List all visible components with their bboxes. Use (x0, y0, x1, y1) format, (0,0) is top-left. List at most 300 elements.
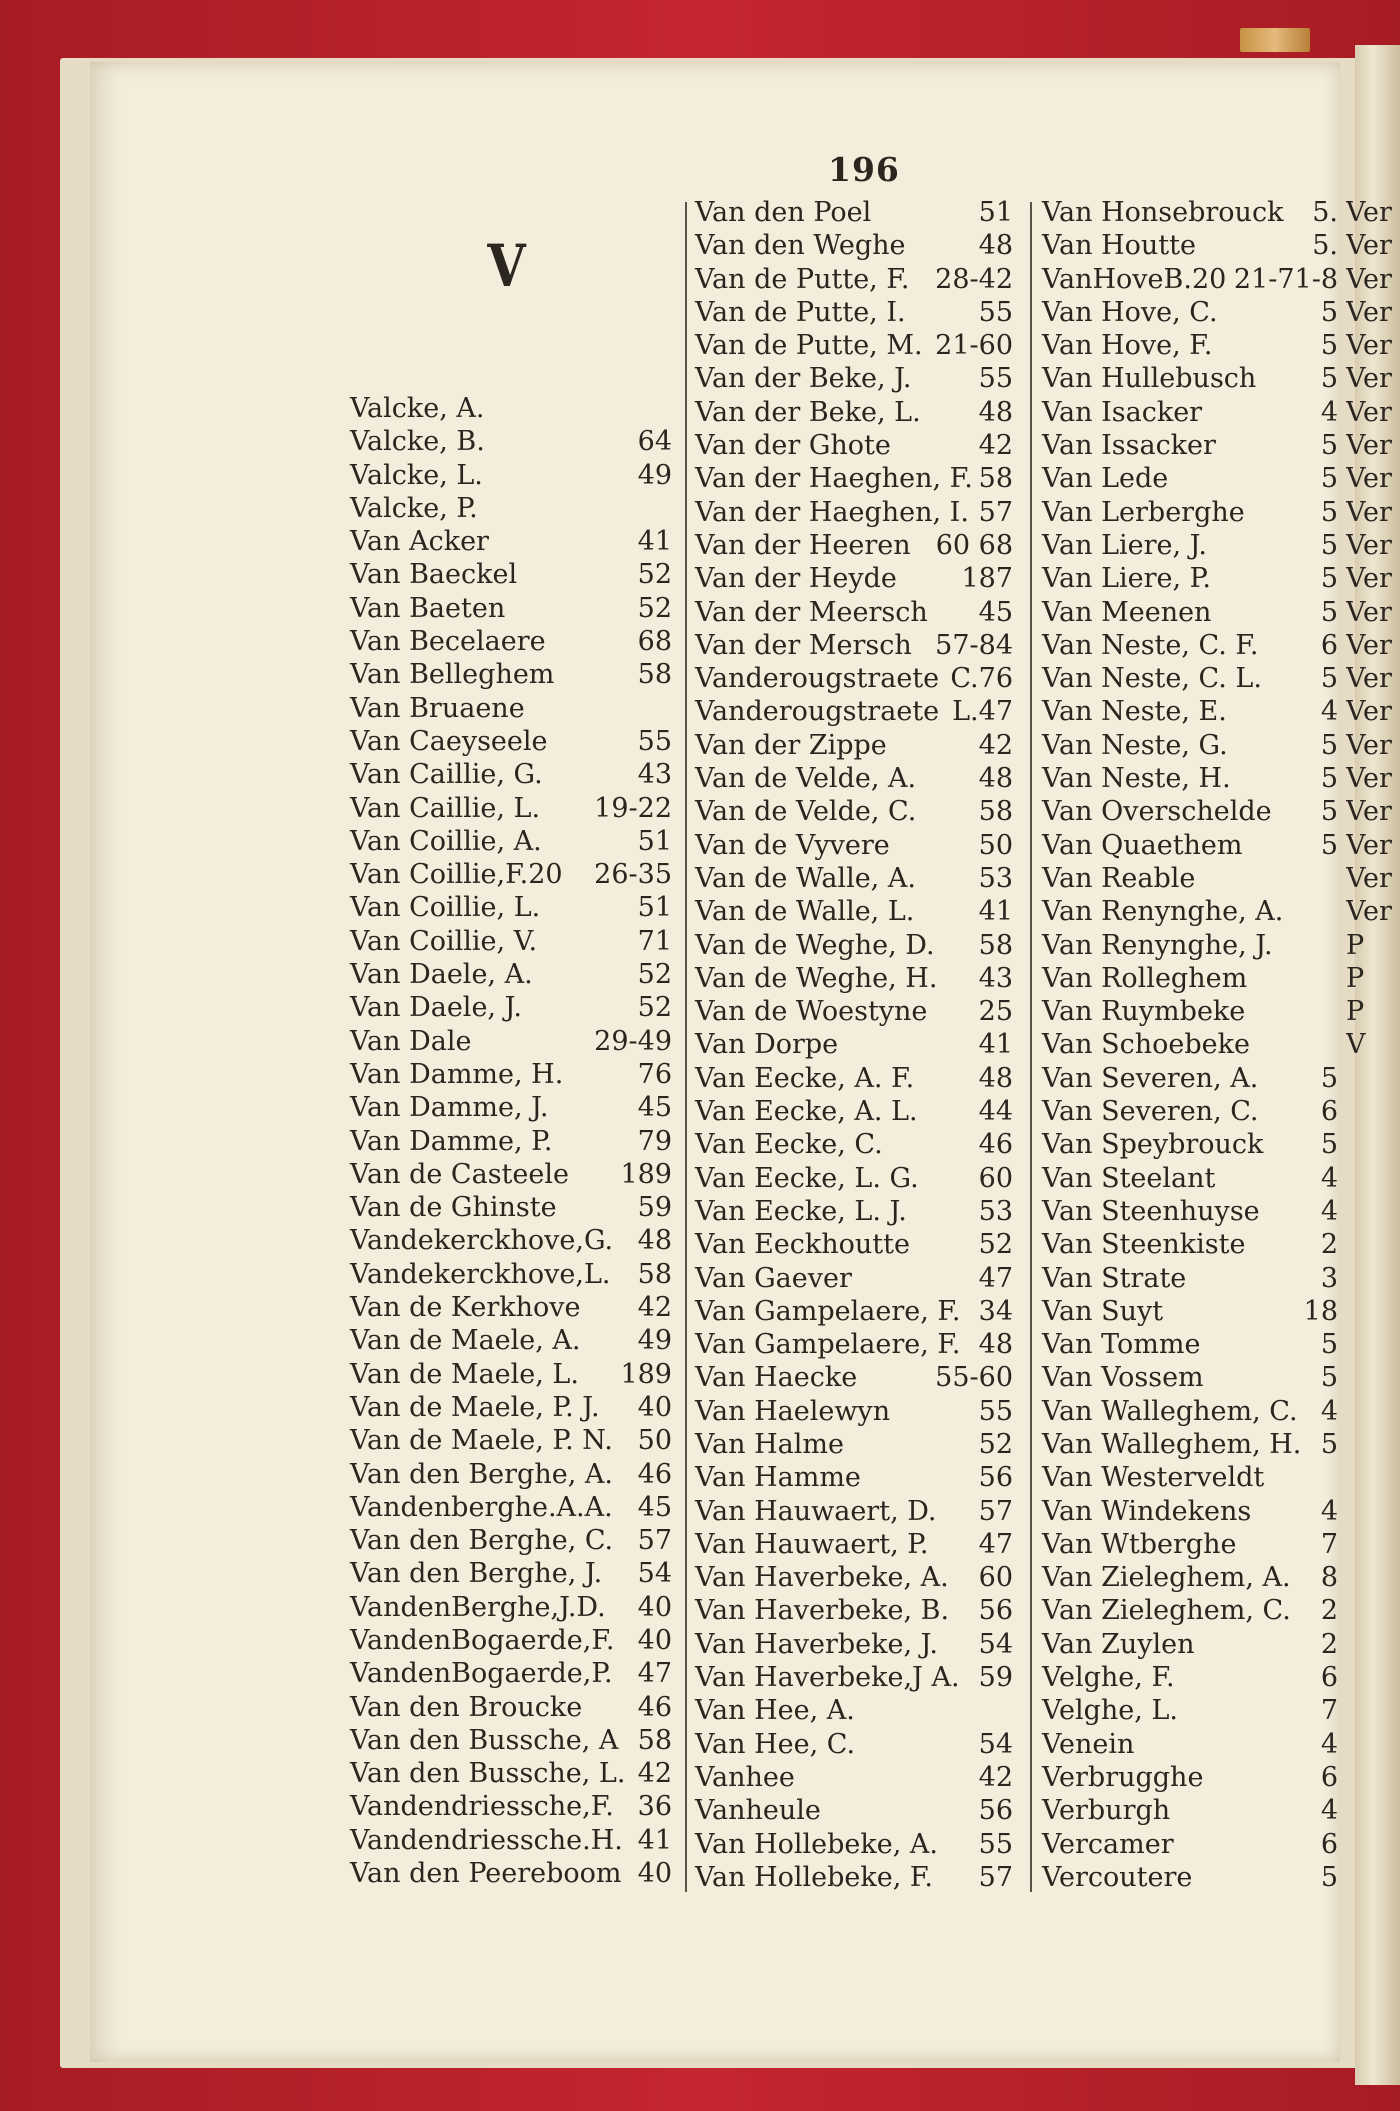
index-entry (350, 1491, 672, 1524)
index-entry-partial: Ver (1346, 729, 1392, 761)
entry-name: Van de Maele, P. J. (350, 1391, 600, 1423)
index-entry-partial: Ver (1346, 629, 1392, 661)
entry-page-refs: 5 (1320, 496, 1338, 528)
entry-name: Vandekerckhove,G. (350, 1225, 614, 1257)
entry-name: Van Tomme (1042, 1329, 1201, 1361)
entry-page-refs: 57 (978, 1495, 1013, 1527)
entry-name: Van Speybrouck (1042, 1129, 1264, 1161)
entry-name: Van Hollebeke, F. (695, 1861, 934, 1893)
entry-page-refs (1334, 1028, 1338, 1061)
index-entry (350, 1158, 672, 1191)
index-entry (1042, 1628, 1338, 1661)
index-entry (695, 1028, 1013, 1061)
index-entry (695, 1861, 1013, 1894)
entry-name: Van Schoebeke (1042, 1029, 1250, 1061)
entry-page-refs: 187 (961, 563, 1013, 595)
index-column-1 (350, 392, 672, 1890)
entry-name: Van Rolleghem (1042, 962, 1248, 994)
index-entry (350, 1824, 672, 1857)
index-entry (695, 1694, 1013, 1727)
entry-name: Van Ruymbeke (1042, 996, 1246, 1028)
entry-page-refs: 68 (637, 626, 672, 658)
entry-name: Vandendriessche,F. (350, 1791, 614, 1823)
entry-page-refs: 4 (1320, 1162, 1338, 1194)
index-entry (695, 795, 1013, 828)
index-entry (350, 1657, 672, 1690)
entry-name: Van der Meersch (695, 596, 928, 628)
index-entry (350, 891, 672, 924)
entry-page-refs: 6 (1320, 1828, 1338, 1860)
index-entry (350, 792, 672, 825)
entry-name: Van Isacker (1042, 396, 1203, 428)
entry-page-refs: 5 (1320, 430, 1338, 462)
entry-page-refs: 55 (978, 1395, 1013, 1427)
entry-name: Vandekerckhove,L. (350, 1258, 611, 1290)
index-entry (695, 862, 1013, 895)
entry-page-refs: 48 (978, 1329, 1013, 1361)
index-entry (695, 1095, 1013, 1128)
entry-name: Van Severen, C. (1042, 1096, 1259, 1128)
column-rule-2 (1030, 202, 1032, 1892)
entry-page-refs: 4 (1320, 1495, 1338, 1527)
index-entry (695, 929, 1013, 962)
entry-name: Vanderougstraete (695, 696, 940, 728)
entry-page-refs: 71 (637, 925, 672, 957)
entry-page-refs: 34 (978, 1295, 1013, 1327)
entry-name: Van Gampelaere, F. (695, 1295, 961, 1327)
index-entry (350, 725, 672, 758)
entry-page-refs: 5 (1320, 729, 1338, 761)
entry-name: Van der Heeren (695, 529, 911, 561)
entry-page-refs: 40 (637, 1591, 672, 1623)
entry-name: Van der Beke, J. (695, 363, 912, 395)
entry-page-refs: 52 (978, 1428, 1013, 1460)
index-entry (1042, 1195, 1338, 1228)
page-number: 196 (828, 150, 900, 189)
index-entry (695, 1228, 1013, 1261)
entry-name: Van Eecke, A. F. (695, 1062, 915, 1094)
index-entry (695, 1828, 1013, 1861)
index-entry-partial: Ver (1346, 296, 1392, 328)
entry-page-refs: 2 (1320, 1595, 1338, 1627)
entry-page-refs (1334, 862, 1338, 895)
index-entry-partial: Ver (1346, 596, 1392, 628)
index-entry (695, 829, 1013, 862)
entry-page-refs: 5 (1320, 529, 1338, 561)
entry-page-refs: 41 (637, 1824, 672, 1856)
entry-name: VanHoveB.20 (1042, 263, 1227, 295)
entry-name: Van Daele, J. (350, 992, 522, 1024)
entry-name: Verburgh (1042, 1795, 1171, 1827)
index-entry (350, 492, 672, 525)
index-entry-partial: Ver (1346, 563, 1392, 595)
entry-name: Van de Ghinste (350, 1192, 557, 1224)
index-entry (350, 758, 672, 791)
index-entry (1042, 1495, 1338, 1528)
index-entry (695, 1661, 1013, 1694)
entry-page-refs: 5 (1320, 1861, 1338, 1893)
entry-page-refs: 57-84 (935, 629, 1013, 661)
index-entry (695, 362, 1013, 395)
entry-page-refs: 40 (637, 1391, 672, 1423)
entry-page-refs: 18 (1303, 1295, 1338, 1327)
index-entry (350, 1258, 672, 1291)
entry-page-refs: 55 (978, 1828, 1013, 1860)
index-entry (695, 1395, 1013, 1428)
entry-page-refs (1334, 929, 1338, 962)
entry-page-refs: 48 (978, 396, 1013, 428)
index-entry (1042, 1794, 1338, 1827)
column-rule-1 (685, 202, 687, 1892)
index-entry-partial: Ver (1346, 230, 1392, 262)
index-entry (695, 429, 1013, 462)
entry-name: Venein (1042, 1728, 1135, 1760)
entry-page-refs: 49 (637, 459, 672, 491)
entry-name: Van Lede (1042, 463, 1169, 495)
entry-page-refs: 59 (637, 1192, 672, 1224)
entry-page-refs: 40 (637, 1624, 672, 1656)
index-entry (1042, 296, 1338, 329)
entry-name: Van Bruaene (350, 692, 525, 724)
entry-page-refs: 8 (1320, 1562, 1338, 1594)
entry-page-refs: 40 (637, 1858, 672, 1890)
entry-name: Van Hamme (695, 1462, 861, 1494)
index-entry (1042, 1428, 1338, 1461)
index-entry (1042, 862, 1338, 895)
index-entry-partial: Ver (1346, 862, 1392, 894)
entry-page-refs (1334, 995, 1338, 1028)
index-entry (695, 995, 1013, 1028)
index-entry (1042, 895, 1338, 928)
entry-name: Velghe, F. (1042, 1662, 1175, 1694)
index-entry (350, 1724, 672, 1757)
entry-name: Van Gampelaere, F. (695, 1329, 961, 1361)
index-entry (1042, 1361, 1338, 1394)
gilt-spine-ornament (1240, 28, 1310, 52)
entry-name: Van der Haeghen, I. (695, 496, 969, 528)
index-entry (1042, 1594, 1338, 1627)
entry-page-refs: 58 (637, 659, 672, 691)
entry-page-refs: 52 (637, 592, 672, 624)
entry-name: Van de Maele, L. (350, 1358, 579, 1390)
entry-page-refs: 4 (1320, 396, 1338, 428)
entry-name: Van Damme, P. (350, 1125, 553, 1157)
index-entry-partial: Ver (1346, 197, 1392, 228)
index-entry-partial: P (1346, 929, 1365, 961)
entry-page-refs: 6 (1320, 1662, 1338, 1694)
index-entry (350, 658, 672, 691)
entry-page-refs: 5 (1320, 796, 1338, 828)
index-entry (1042, 196, 1338, 229)
index-entry (350, 692, 672, 725)
entry-page-refs: 26-35 (594, 859, 672, 891)
entry-page-refs (668, 392, 672, 425)
index-entry (695, 662, 1013, 695)
entry-page-refs: 58 (978, 463, 1013, 495)
index-entry-partial: Ver (1346, 330, 1392, 362)
entry-page-refs: 5 (1320, 563, 1338, 595)
entry-page-refs: 49 (637, 1325, 672, 1357)
index-entry (350, 991, 672, 1024)
index-entry (1042, 1561, 1338, 1594)
entry-name: Vanhee (695, 1761, 795, 1793)
entry-page-refs: 5 (1320, 1329, 1338, 1361)
entry-name: Van Eecke, C. (695, 1129, 883, 1161)
entry-page-refs: 60 (978, 1162, 1013, 1194)
entry-name: Van Daele, A. (350, 959, 533, 991)
entry-name: Van Meenen (1042, 596, 1212, 628)
index-entry (350, 1324, 672, 1357)
index-entry (695, 562, 1013, 595)
index-entry (695, 1728, 1013, 1761)
index-entry (695, 296, 1013, 329)
entry-name: Van Haecke (695, 1362, 858, 1394)
entry-page-refs: 4 (1320, 1195, 1338, 1227)
entry-page-refs: 56 (978, 1462, 1013, 1494)
entry-name: Van den Berghe, C. (350, 1525, 614, 1557)
index-entry (1042, 762, 1338, 795)
entry-name: Van Coillie, L. (350, 892, 541, 924)
index-entry (695, 229, 1013, 262)
index-entry (1042, 1828, 1338, 1861)
index-entry (350, 1291, 672, 1324)
entry-name: Van de Walle, A. (695, 862, 916, 894)
entry-name: VandenBogaerde,P. (350, 1658, 613, 1690)
entry-name: Vandenberghe.A.A. (350, 1491, 613, 1523)
index-entry-partial: Ver (1346, 363, 1392, 395)
entry-page-refs: 5 (1320, 463, 1338, 495)
index-entry (1042, 829, 1338, 862)
index-entry-partial: P (1346, 996, 1365, 1028)
index-entry (695, 529, 1013, 562)
entry-page-refs: 43 (637, 759, 672, 791)
index-entry (1042, 562, 1338, 595)
entry-page-refs: 55 (637, 725, 672, 757)
entry-page-refs: 6 (1320, 1096, 1338, 1128)
index-entry (1042, 629, 1338, 662)
index-entry (1042, 229, 1338, 262)
index-entry (1042, 496, 1338, 529)
entry-name: Van Neste, H. (1042, 763, 1231, 795)
entry-page-refs: 53 (978, 862, 1013, 894)
entry-page-refs: 48 (978, 763, 1013, 795)
entry-name: Van Eecke, L. J. (695, 1195, 907, 1227)
index-entry-partial: V (1346, 1029, 1366, 1061)
entry-page-refs: 7 (1320, 1528, 1338, 1560)
entry-name: Vercoutere (1042, 1861, 1193, 1893)
entry-page-refs (1334, 1461, 1338, 1494)
entry-name: Van Hollebeke, A. (695, 1828, 938, 1860)
index-entry (695, 762, 1013, 795)
entry-page-refs: 48 (637, 1225, 672, 1257)
entry-name: Van Zieleghem, A. (1042, 1562, 1291, 1594)
index-entry (1042, 795, 1338, 828)
entry-name: Van Haverbeke,J A. (695, 1662, 960, 1694)
index-entry-partial: Ver (1346, 829, 1392, 861)
index-entry (695, 263, 1013, 296)
entry-page-refs: 42 (637, 1758, 672, 1790)
entry-page-refs: 43 (978, 962, 1013, 994)
index-entry (1042, 1395, 1338, 1428)
entry-name: Van de Weghe, H. (695, 962, 938, 994)
entry-name: Van Neste, E. (1042, 696, 1227, 728)
index-entry (1042, 462, 1338, 495)
entry-page-refs: 48 (978, 230, 1013, 262)
entry-page-refs: 54 (978, 1728, 1013, 1760)
entry-page-refs: 53 (978, 1195, 1013, 1227)
index-entry (1042, 1761, 1338, 1794)
entry-name: Van Westerveldt (1042, 1462, 1265, 1494)
index-entry (695, 629, 1013, 662)
entry-page-refs: 64 (637, 426, 672, 458)
entry-page-refs: 46 (637, 1458, 672, 1490)
entry-page-refs: 79 (637, 1125, 672, 1157)
entry-name: Van Steelant (1042, 1162, 1216, 1194)
entry-name: VandenBerghe,J.D. (350, 1591, 606, 1623)
entry-name: Van Steenkiste (1042, 1229, 1246, 1261)
entry-page-refs: 5 (1320, 1062, 1338, 1094)
index-entry (350, 1224, 672, 1257)
entry-name: Van Houtte (1042, 230, 1196, 262)
entry-name: Van Walleghem, C. (1042, 1395, 1298, 1427)
index-entry-partial: Ver (1346, 263, 1392, 295)
section-letter: V (487, 232, 526, 300)
entry-name: Van Renynghe, A. (1042, 896, 1284, 928)
entry-name: Van Haverbeke, B. (695, 1595, 950, 1627)
entry-name: Van de Vyvere (695, 829, 890, 861)
entry-page-refs: 54 (978, 1628, 1013, 1660)
index-entry (350, 925, 672, 958)
entry-name: Van Neste, C. F. (1042, 629, 1259, 661)
index-entry (350, 1058, 672, 1091)
index-entry-partial: Ver (1346, 896, 1392, 928)
entry-page-refs: 51 (637, 892, 672, 924)
entry-name: Van Neste, C. L. (1042, 663, 1262, 695)
entry-name: Van Dorpe (695, 1029, 839, 1061)
entry-page-refs (1334, 895, 1338, 928)
entry-name: Van Baeckel (350, 559, 518, 591)
index-entry (350, 1424, 672, 1457)
entry-page-refs: 50 (637, 1425, 672, 1457)
entry-name: Van Zuylen (1042, 1628, 1195, 1660)
entry-page-refs: 57 (978, 1861, 1013, 1893)
entry-name: Van Caillie, L. (350, 792, 541, 824)
entry-page-refs: 5. (1312, 197, 1338, 228)
entry-name: Van der Beke, L. (695, 396, 921, 428)
index-entry (1042, 1228, 1338, 1261)
index-entry (695, 329, 1013, 362)
entry-page-refs: 56 (978, 1795, 1013, 1827)
entry-name: Van Quaethem (1042, 829, 1243, 861)
index-entry (1042, 329, 1338, 362)
index-entry (695, 1594, 1013, 1627)
index-entry (350, 1757, 672, 1790)
entry-page-refs: 58 (978, 796, 1013, 828)
entry-page-refs: 58 (637, 1724, 672, 1756)
index-entry (350, 1125, 672, 1158)
index-entry (1042, 1694, 1338, 1727)
entry-page-refs: 6 (1320, 1761, 1338, 1793)
entry-page-refs: 28-42 (935, 263, 1013, 295)
index-entry-partial: Ver (1346, 663, 1392, 695)
entry-name: Velghe, L. (1042, 1695, 1178, 1727)
entry-page-refs: 51 (978, 197, 1013, 228)
index-entry (350, 1857, 672, 1890)
index-entry-partial: Ver (1346, 529, 1392, 561)
entry-name: Van Wtberghe (1042, 1528, 1237, 1560)
entry-page-refs: 54 (637, 1558, 672, 1590)
entry-page-refs: 21-71-8 (1233, 263, 1338, 295)
entry-page-refs: 41 (978, 896, 1013, 928)
entry-name: Van de Velde, C. (695, 796, 917, 828)
entry-page-refs: 6 (1320, 629, 1338, 661)
entry-page-refs: 3 (1320, 1262, 1338, 1294)
entry-page-refs: 2 (1320, 1229, 1338, 1261)
index-entry (695, 729, 1013, 762)
entry-page-refs: 21-60 (935, 330, 1013, 362)
entry-page-refs: 47 (978, 1262, 1013, 1294)
index-entry (1042, 529, 1338, 562)
index-entry (1042, 1128, 1338, 1161)
entry-name: Van Coillie, A. (350, 825, 542, 857)
entry-page-refs: C.76 (950, 663, 1013, 695)
index-entry (350, 1191, 672, 1224)
entry-name: Van Haelewyn (695, 1395, 891, 1427)
entry-name: Van Vossem (1042, 1362, 1204, 1394)
entry-name: Van der Mersch (695, 629, 912, 661)
entry-name: Van den Berghe, J. (350, 1558, 603, 1590)
index-entry (350, 425, 672, 458)
entry-page-refs: 55 (978, 363, 1013, 395)
index-entry (1042, 729, 1338, 762)
entry-page-refs: 5 (1320, 1129, 1338, 1161)
entry-page-refs: 189 (620, 1158, 672, 1190)
entry-page-refs: 45 (637, 1092, 672, 1124)
index-entry (695, 695, 1013, 728)
entry-page-refs (1334, 962, 1338, 995)
entry-page-refs: 52 (637, 559, 672, 591)
entry-name: Van de Casteele (350, 1158, 569, 1190)
entry-name: Van Renynghe, J. (1042, 929, 1273, 961)
entry-page-refs: 45 (637, 1491, 672, 1523)
index-entry (350, 525, 672, 558)
entry-page-refs: 57 (978, 496, 1013, 528)
entry-name: Van Coillie,F.20 (350, 859, 563, 891)
entry-name: Van Hauwaert, P. (695, 1528, 929, 1560)
entry-page-refs: 45 (978, 596, 1013, 628)
entry-page-refs: 5 (1320, 363, 1338, 395)
entry-name: Van den Weghe (695, 230, 906, 262)
index-entry (1042, 1295, 1338, 1328)
entry-name: Van Honsebrouck (1042, 197, 1284, 228)
index-entry (695, 962, 1013, 995)
index-entry (695, 1428, 1013, 1461)
entry-name: Van Coillie, V. (350, 925, 538, 957)
index-entry (1042, 429, 1338, 462)
entry-name: Van den Peereboom (350, 1858, 622, 1890)
index-entry (1042, 695, 1338, 728)
entry-name: Van de Walle, L. (695, 896, 915, 928)
entry-name: Van den Berghe, A. (350, 1458, 613, 1490)
index-entry (695, 1794, 1013, 1827)
entry-name: Van Strate (1042, 1262, 1187, 1294)
entry-name: Van Steenhuyse (1042, 1195, 1260, 1227)
index-entry (1042, 596, 1338, 629)
index-entry (1042, 1162, 1338, 1195)
entry-page-refs: 5. (1312, 230, 1338, 262)
entry-name: Vandendriessche.H. (350, 1824, 623, 1856)
entry-name: Van Hee, A. (695, 1695, 855, 1727)
